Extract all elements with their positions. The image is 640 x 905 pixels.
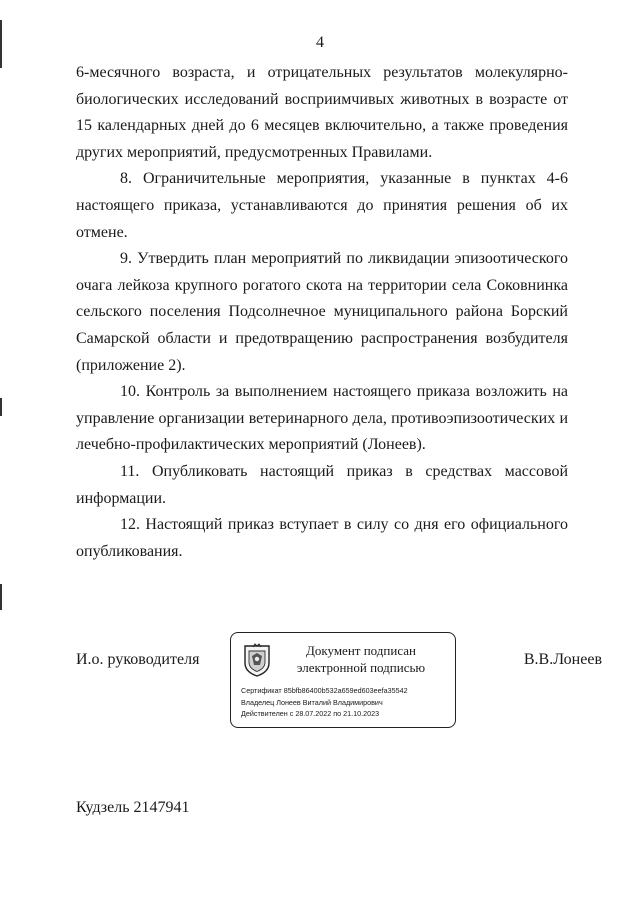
paragraph-continuation: 6-месячного возраста, и отрицательных результатов молекулярно-биологических исследований восприимчивых животных в возрасте от 15 календарных дней до 6 месяцев включительно, а также проведения других мероприятий, предусмотренных Правилами. (76, 64, 568, 161)
document-body (76, 60, 568, 565)
stamp-owner: Владелец Лонеев Виталий Владимирович (241, 697, 383, 707)
stamp-validity: Действителен с 28.07.2022 по 21.10.2023 (241, 709, 380, 719)
stamp-heading (271, 642, 451, 676)
signer-title: И.о. руководителя (76, 651, 200, 668)
scan-edge-mark-middle (0, 398, 2, 416)
scan-edge-mark-lower (0, 584, 2, 610)
stamp-certificate: Сертификат 85bfb86400b532a659ed603eefa35542 (241, 686, 408, 695)
stamp-details (241, 685, 408, 720)
paragraph-9: 9. Утвердить план мероприятий по ликвидации эпизоотического очага лейкоза крупного рогатого скота на территории села Соковнинка сельского поселения Подсолнечное муниципального района Борский Самарской области и предотвращению распространения возбудителя (приложение 2). (76, 250, 568, 374)
paragraph-11: 11. Опубликовать настоящий приказ в средствах массовой информации. (76, 462, 568, 507)
page-number: 4 (316, 34, 324, 51)
paragraph-12: 12. Настоящий приказ вступает в силу со дня его официального опубликования. (76, 516, 568, 560)
stamp-heading-line-2: электронной подписью (296, 660, 426, 675)
stamp-heading-line-1: Документ подписан (306, 643, 416, 658)
signer-name: В.В.Лонеев (523, 651, 602, 668)
electronic-signature-stamp (230, 632, 456, 728)
executor-note: Кудзель 2147941 (76, 799, 190, 816)
paragraph-10: 10. Контроль за выполнением настоящего приказа возложить на управление организации ветеринарного дела, противоэпизоотических и лечебно-профилактических мероприятий (Лонеев). (76, 383, 568, 454)
coat-of-arms-icon (243, 643, 271, 677)
paragraph-8: 8. Ограничительные мероприятия, указанные в пунктах 4-6 настоящего приказа, устанавливаются до принятия решения об их отмене. (76, 170, 568, 241)
